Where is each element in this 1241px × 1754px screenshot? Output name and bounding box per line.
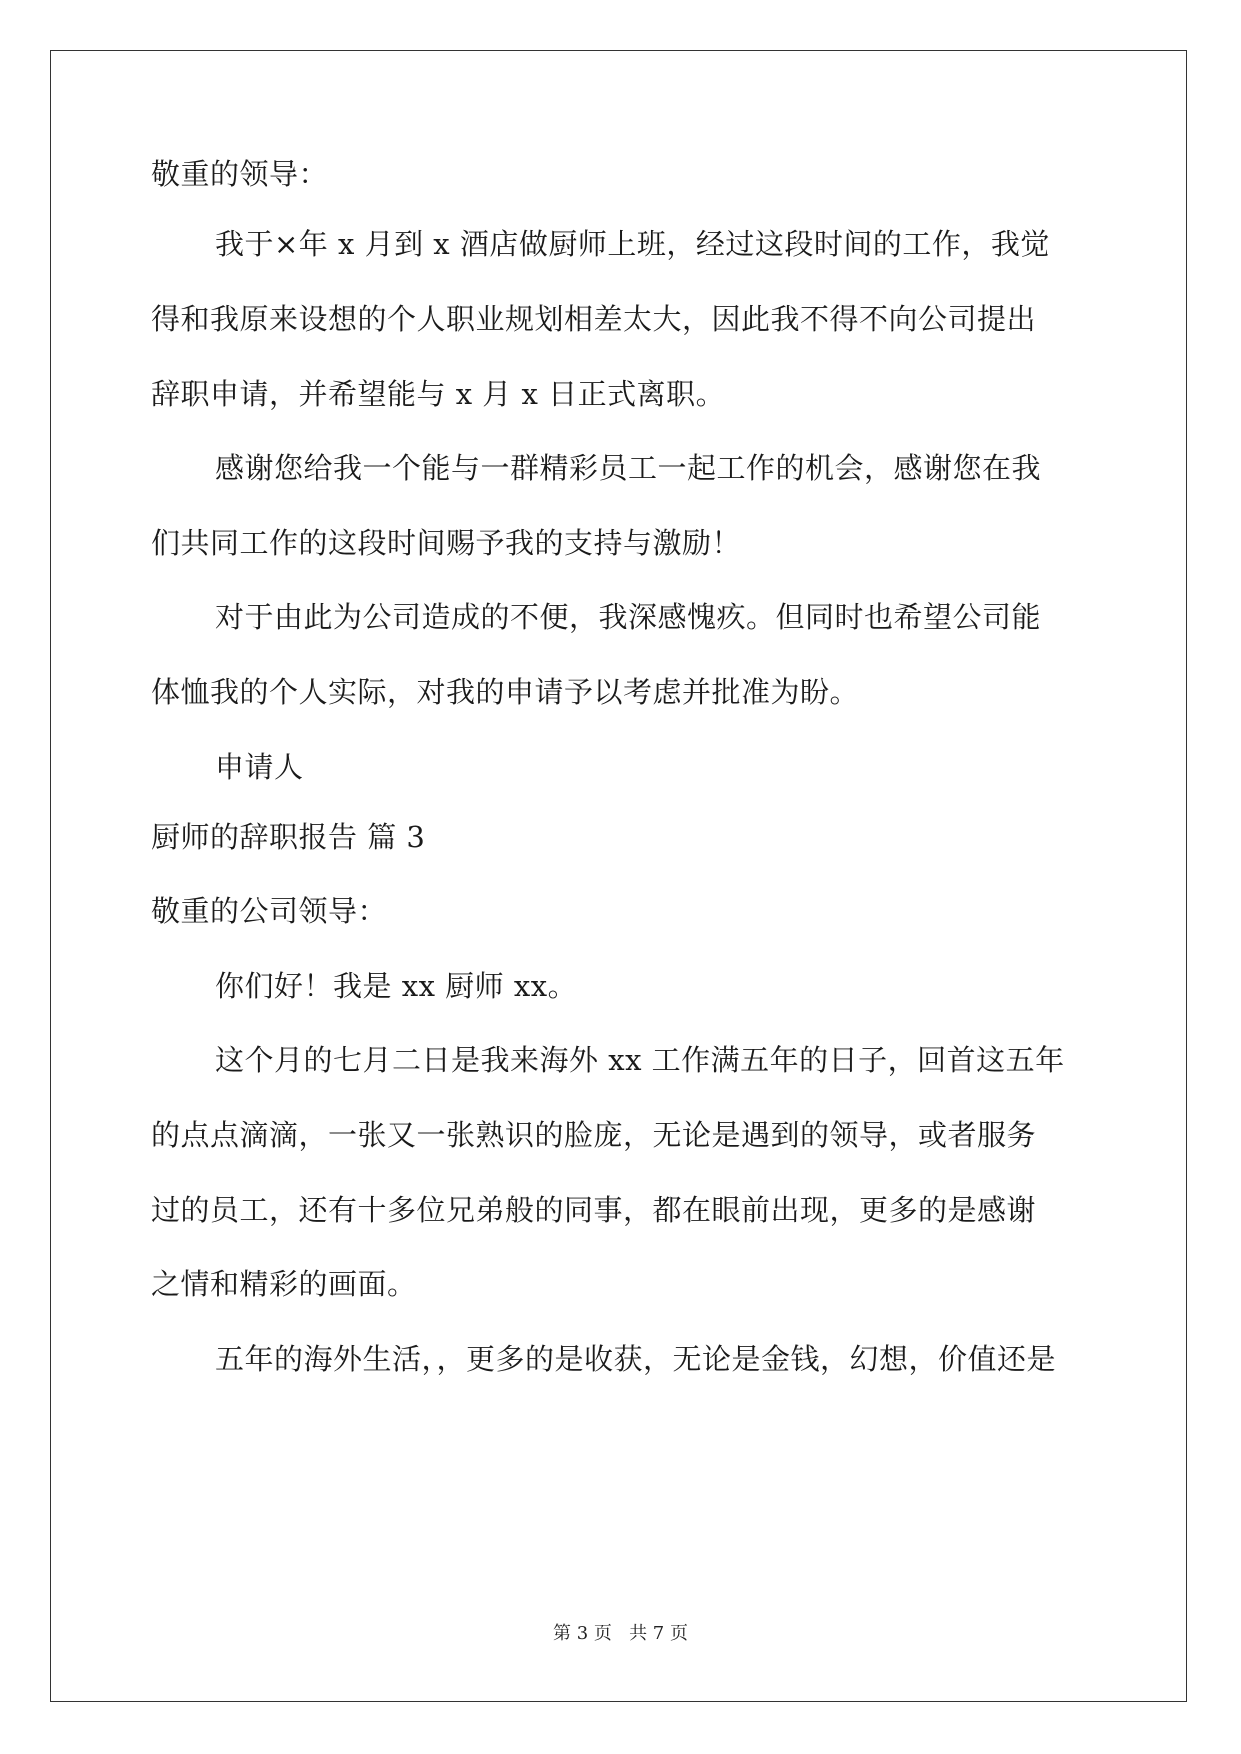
body-line: 得和我原来设想的个人职业规划相差太大，因此我不得不向公司提出 [151,302,1037,336]
body-line: 五年的海外生活，，更多的是收获，无论是金钱，幻想，价值还是 [215,1342,1057,1376]
salutation-line: 敬重的领导： [151,157,329,191]
page-number-footer: 第 3 页 共 7 页 [553,1623,688,1644]
body-line: 感谢您给我一个能与一群精彩员工一起工作的机会，感谢您在我 [215,451,1042,485]
body-line: 我于×年 x 月到 x 酒店做厨师上班，经过这段时间的工作，我觉 [215,227,1050,261]
salutation-line: 敬重的公司领导： [151,894,388,928]
body-line: 的点点滴滴，一张又一张熟识的脸庞，无论是遇到的领导，或者服务 [151,1118,1037,1152]
page-border [50,50,1187,1702]
body-line: 辞职申请，并希望能与 x 月 x 日正式离职。 [151,377,726,411]
body-line: 过的员工，还有十多位兄弟般的同事，都在眼前出现，更多的是感谢 [151,1193,1037,1227]
signature-label: 申请人 [215,750,304,784]
body-line: 你们好！我是 xx 厨师 xx。 [215,969,578,1003]
body-line: 对于由此为公司造成的不便，我深感愧疚。但同时也希望公司能 [215,600,1042,634]
body-line: 这个月的七月二日是我来海外 xx 工作满五年的日子，回首这五年 [215,1043,1065,1077]
body-line: 们共同工作的这段时间赐予我的支持与激励！ [151,526,742,560]
body-line: 体恤我的个人实际，对我的申请予以考虑并批准为盼。 [151,675,860,709]
section-heading: 厨师的辞职报告 篇 3 [151,820,426,854]
body-line: 之情和精彩的画面。 [151,1267,417,1301]
